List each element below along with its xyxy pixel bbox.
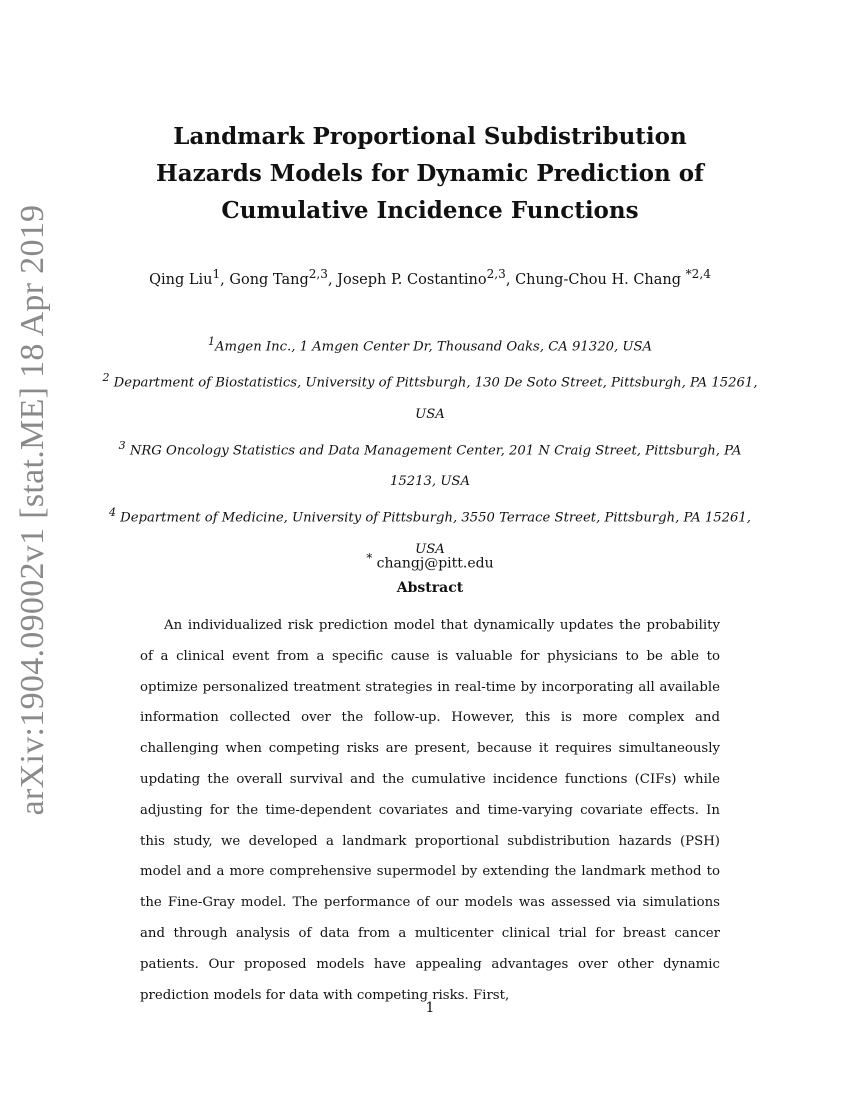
affiliation-list (100, 326, 760, 565)
abstract-heading: Abstract (396, 580, 464, 596)
affiliation: $^4$ Department of Medicine, University of Pittsburgh, 3550 Terrace Street, Pittsburgh, PA 15261, USA (108, 506, 752, 557)
affiliation: $^1$Amgen Inc., 1 Amgen Center Dr, Thousand Oaks, CA 91320, USA (207, 335, 653, 355)
corresponding-email: * changj@pitt.edu (366, 551, 494, 572)
affiliation: $^2$ Department of Biostatistics, University of Pittsburgh, 130 De Soto Street, Pittsburgh, PA 15261, USA (102, 371, 758, 422)
affiliation: $^3$ NRG Oncology Statistics and Data Management Center, 201 N Craig Street, Pittsburgh, PA 15213, USA (118, 438, 742, 490)
arxiv-identifier-stamp (8, 204, 58, 816)
page-number: 1 (425, 1000, 435, 1016)
author-list (90, 262, 770, 292)
author: Qing Liu$^1$, (149, 267, 230, 288)
author: Chung-Chou H. Chang $^{*2,4}$ (515, 267, 711, 288)
author: Gong Tang$^{2,3}$, (229, 267, 338, 288)
author: Joseph P. Costantino$^{2,3}$, (337, 267, 516, 288)
paper-title: Landmark Proportional Subdistribution Hazards Models for Dynamic Prediction of Cumulative Incidence Functions (156, 123, 704, 224)
abstract-text: An individualized risk prediction model that dynamically updates the probability of a clinical event from a specific cause is valuable for physicians to be able to optimize personalized treatment strategies in real-time by incorporating all available information collected over the follow-up. However, this is more complex and challenging when competing risks are present, because it requires simultaneously updating the overall survival and the cumulative incidence functions (CIFs) while adjusting for the time-dependent covariates and time-varying covariate effects. In this study, we developed a landmark proportional subdistribution hazards (PSH) model and a more comprehensive supermodel by extending the landmark method to the Fine-Gray model. The performance of our models was assessed via simulations and through analysis of data from a multicenter clinical trial for breast cancer patients. Our proposed models have appealing advantages over other dynamic prediction models for data with competing risks. First, (140, 618, 720, 1003)
arxiv-identifier-text: arXiv:1904.09002v1 [stat.ME] 18 Apr 2019 (14, 204, 51, 816)
